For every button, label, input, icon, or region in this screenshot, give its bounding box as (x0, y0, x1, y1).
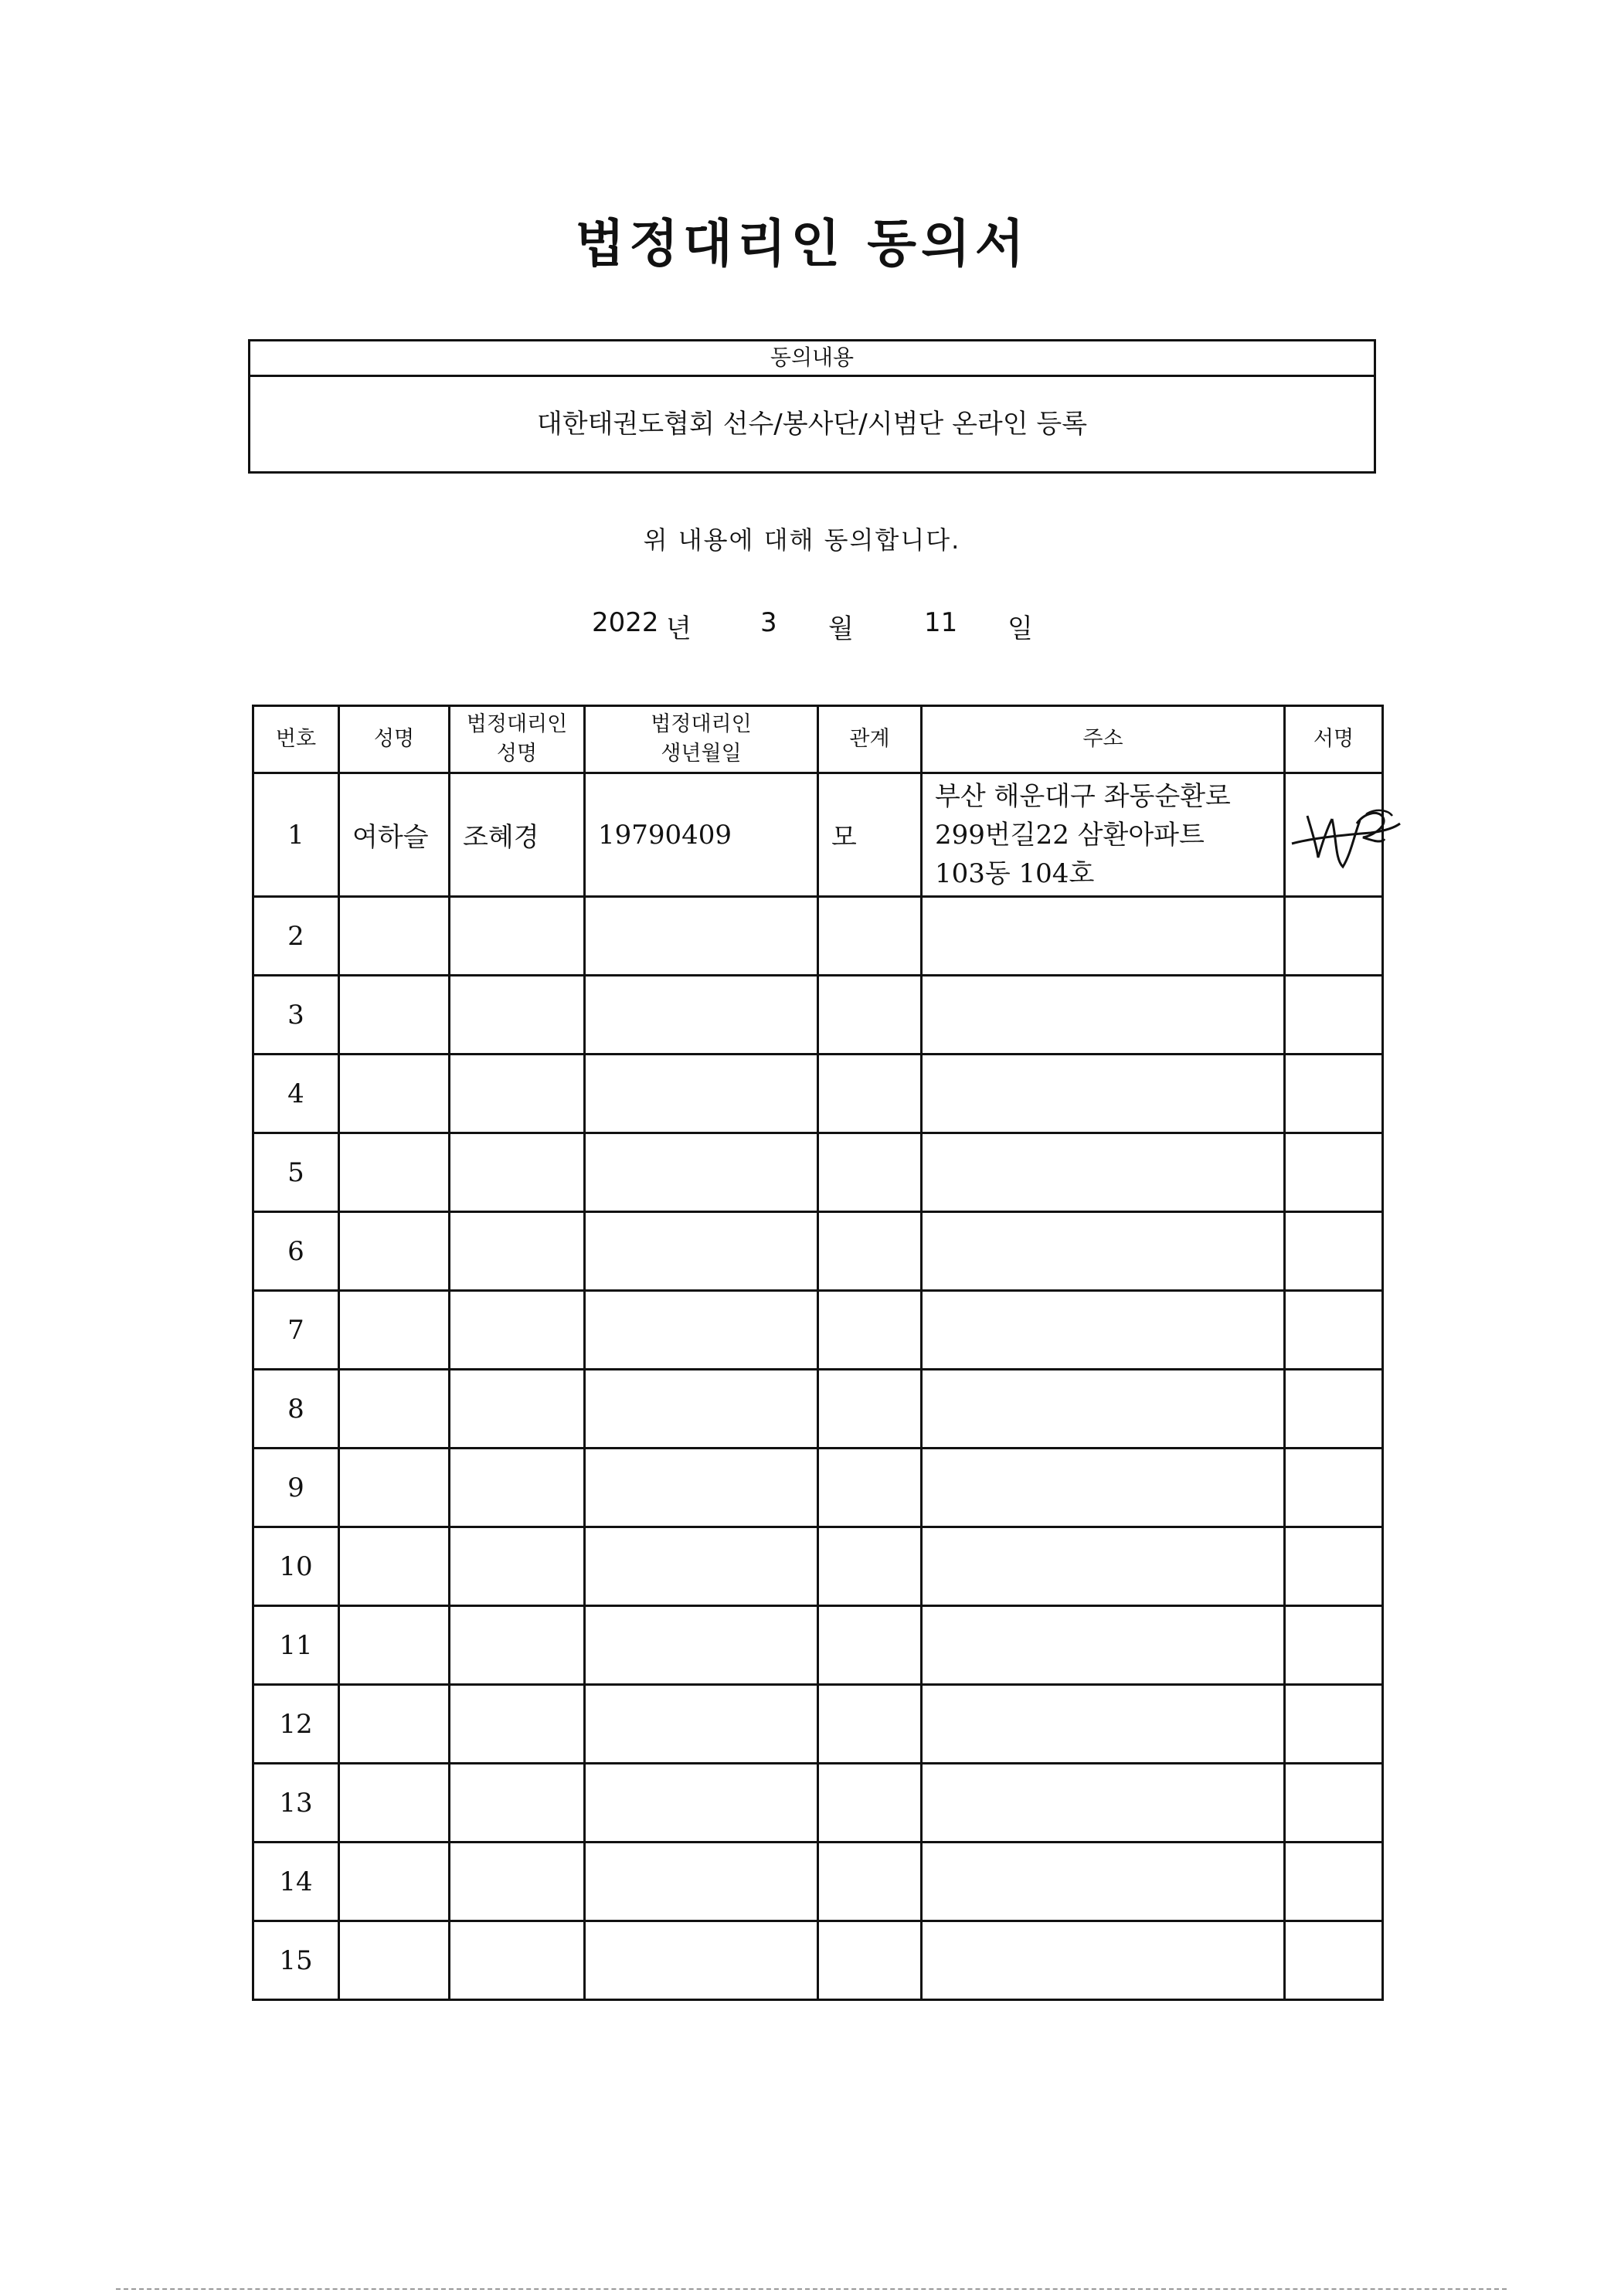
row-no: 11 (253, 1606, 339, 1685)
table-row (253, 773, 1383, 897)
address-line-3: 103동 104호 (935, 858, 1095, 889)
consent-box (248, 339, 1376, 474)
header-guardian-birth (585, 706, 818, 773)
date-month: 3 (760, 607, 777, 638)
date-month-label: 월 (828, 613, 854, 644)
table-header-row (253, 706, 1383, 773)
row-no: 13 (253, 1764, 339, 1843)
address-line-2: 299번길22 삼환아파트 (935, 819, 1205, 851)
handwritten-signature-icon (1286, 793, 1402, 878)
row-relation: 모 (818, 773, 922, 897)
table-row (253, 1370, 1383, 1449)
table-row (253, 1685, 1383, 1764)
table-row (253, 1212, 1383, 1291)
table-row (253, 1133, 1383, 1212)
table-row (253, 1921, 1383, 2000)
date-day: 11 (924, 607, 958, 638)
table-row (253, 1291, 1383, 1370)
consent-body: 대한태권도협회 선수/봉사단/시범단 온라인 등록 (536, 409, 1088, 440)
header-relation: 관계 (818, 706, 922, 773)
table-row (253, 1527, 1383, 1606)
row-no: 15 (253, 1921, 339, 2000)
table-row (253, 1764, 1383, 1843)
row-no: 14 (253, 1843, 339, 1921)
row-no: 10 (253, 1527, 339, 1606)
table-row (253, 897, 1383, 976)
table-row (253, 1055, 1383, 1133)
header-guardian-name-line1: 법정대리인 (466, 712, 568, 736)
date-year: 2022 (592, 607, 659, 638)
header-guardian-birth-line1: 법정대리인 (651, 712, 752, 736)
agreement-statement: 위 내용에 대해 동의합니다. (643, 525, 961, 555)
header-no: 번호 (253, 706, 339, 773)
row-guardian-name: 조혜경 (450, 773, 585, 897)
row-no: 6 (253, 1212, 339, 1291)
header-guardian-birth-line2: 생년월일 (661, 742, 742, 766)
header-guardian-name-line2: 성명 (496, 742, 538, 766)
row-no: 3 (253, 976, 339, 1055)
header-signature: 서명 (1285, 706, 1383, 773)
row-no: 4 (253, 1055, 339, 1133)
header-address: 주소 (922, 706, 1285, 773)
header-name: 성명 (339, 706, 450, 773)
row-name: 여하슬 (339, 773, 450, 897)
row-no: 7 (253, 1291, 339, 1370)
consent-header: 동의내용 (250, 341, 1374, 377)
table-row (253, 1606, 1383, 1685)
table-row (253, 1843, 1383, 1921)
address-line-1: 부산 해운대구 좌동순환로 (935, 780, 1231, 812)
table-row (253, 1449, 1383, 1527)
row-no: 9 (253, 1449, 339, 1527)
row-no: 1 (253, 773, 339, 897)
header-guardian-name (450, 706, 585, 773)
row-signature (1285, 773, 1383, 897)
table-row (253, 976, 1383, 1055)
document-title: 법정대리인 동의서 (575, 214, 1029, 273)
row-no: 2 (253, 897, 339, 976)
row-guardian-birth: 19790409 (585, 773, 818, 897)
date-day-label: 일 (1008, 613, 1033, 644)
row-no: 8 (253, 1370, 339, 1449)
registration-table (252, 705, 1384, 2001)
row-address (922, 773, 1285, 897)
date-year-label: 년 (666, 613, 692, 644)
page-bottom-edge (116, 2288, 1507, 2290)
row-no: 12 (253, 1685, 339, 1764)
row-no: 5 (253, 1133, 339, 1212)
